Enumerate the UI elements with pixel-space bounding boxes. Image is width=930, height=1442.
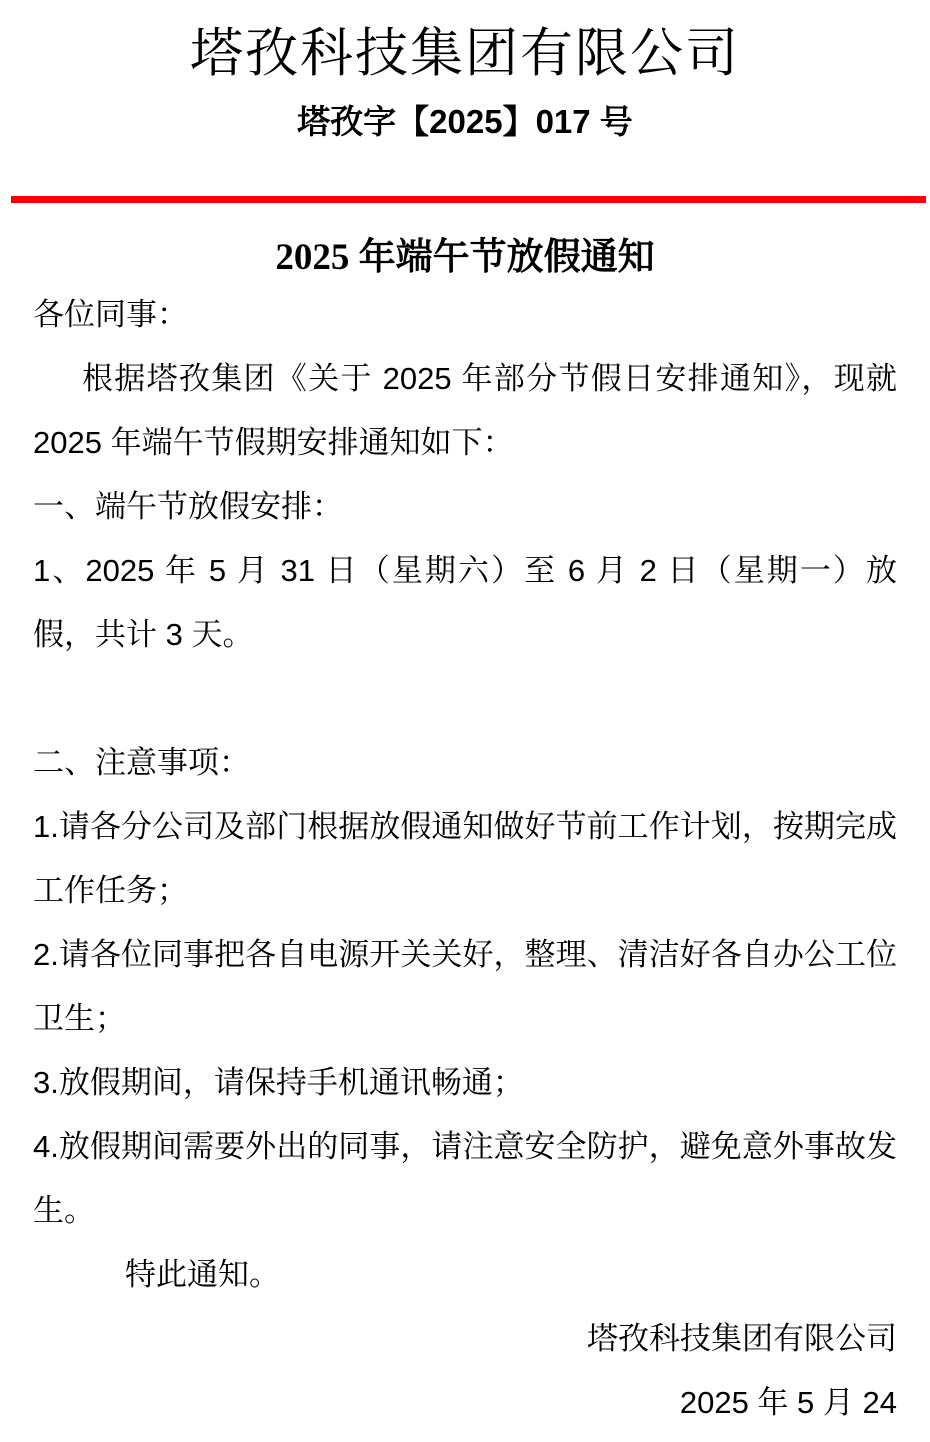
red-header-divider bbox=[11, 196, 926, 203]
document-number: 塔孜字【2025】017 号 bbox=[297, 103, 633, 140]
company-title: 塔孜科技集团有限公司 bbox=[190, 25, 740, 83]
salutation: 各位同事： bbox=[33, 297, 188, 332]
paragraph-spacer bbox=[33, 667, 897, 731]
section2-item-4: 4.放假期间需要外出的同事，请注意安全防护，避免意外事故发生。 bbox=[33, 1129, 897, 1228]
section1-item-1: 1、2025 年 5 月 31 日（星期六）至 6 月 2 日（星期一）放假，共计 3 天。 bbox=[33, 553, 897, 652]
section2-item-3: 3.放假期间，请保持手机通讯畅通； bbox=[33, 1065, 524, 1100]
section2-item-1: 1.请各分公司及部门根据放假通知做好节前工作计划，按期完成工作任务； bbox=[33, 809, 897, 908]
intro-paragraph: 根据塔孜集团《关于 2025 年部分节假日安排通知》，现就 2025 年端午节假期安排通知如下： bbox=[33, 361, 897, 460]
section2-item-2: 2.请各位同事把各自电源开关关好，整理、清洁好各自办公工位卫生； bbox=[33, 937, 897, 1036]
signature-date: 2025 年 5 月 24 bbox=[679, 1385, 897, 1420]
closing-note: 特此通知。 bbox=[125, 1257, 280, 1292]
signature-company: 塔孜科技集团有限公司 bbox=[587, 1321, 897, 1356]
notice-body bbox=[33, 283, 897, 1435]
notice-title: 2025 年端午节放假通知 bbox=[275, 237, 655, 278]
section1-heading: 一、端午节放假安排： bbox=[33, 489, 343, 524]
section2-heading: 二、注意事项： bbox=[33, 745, 250, 780]
